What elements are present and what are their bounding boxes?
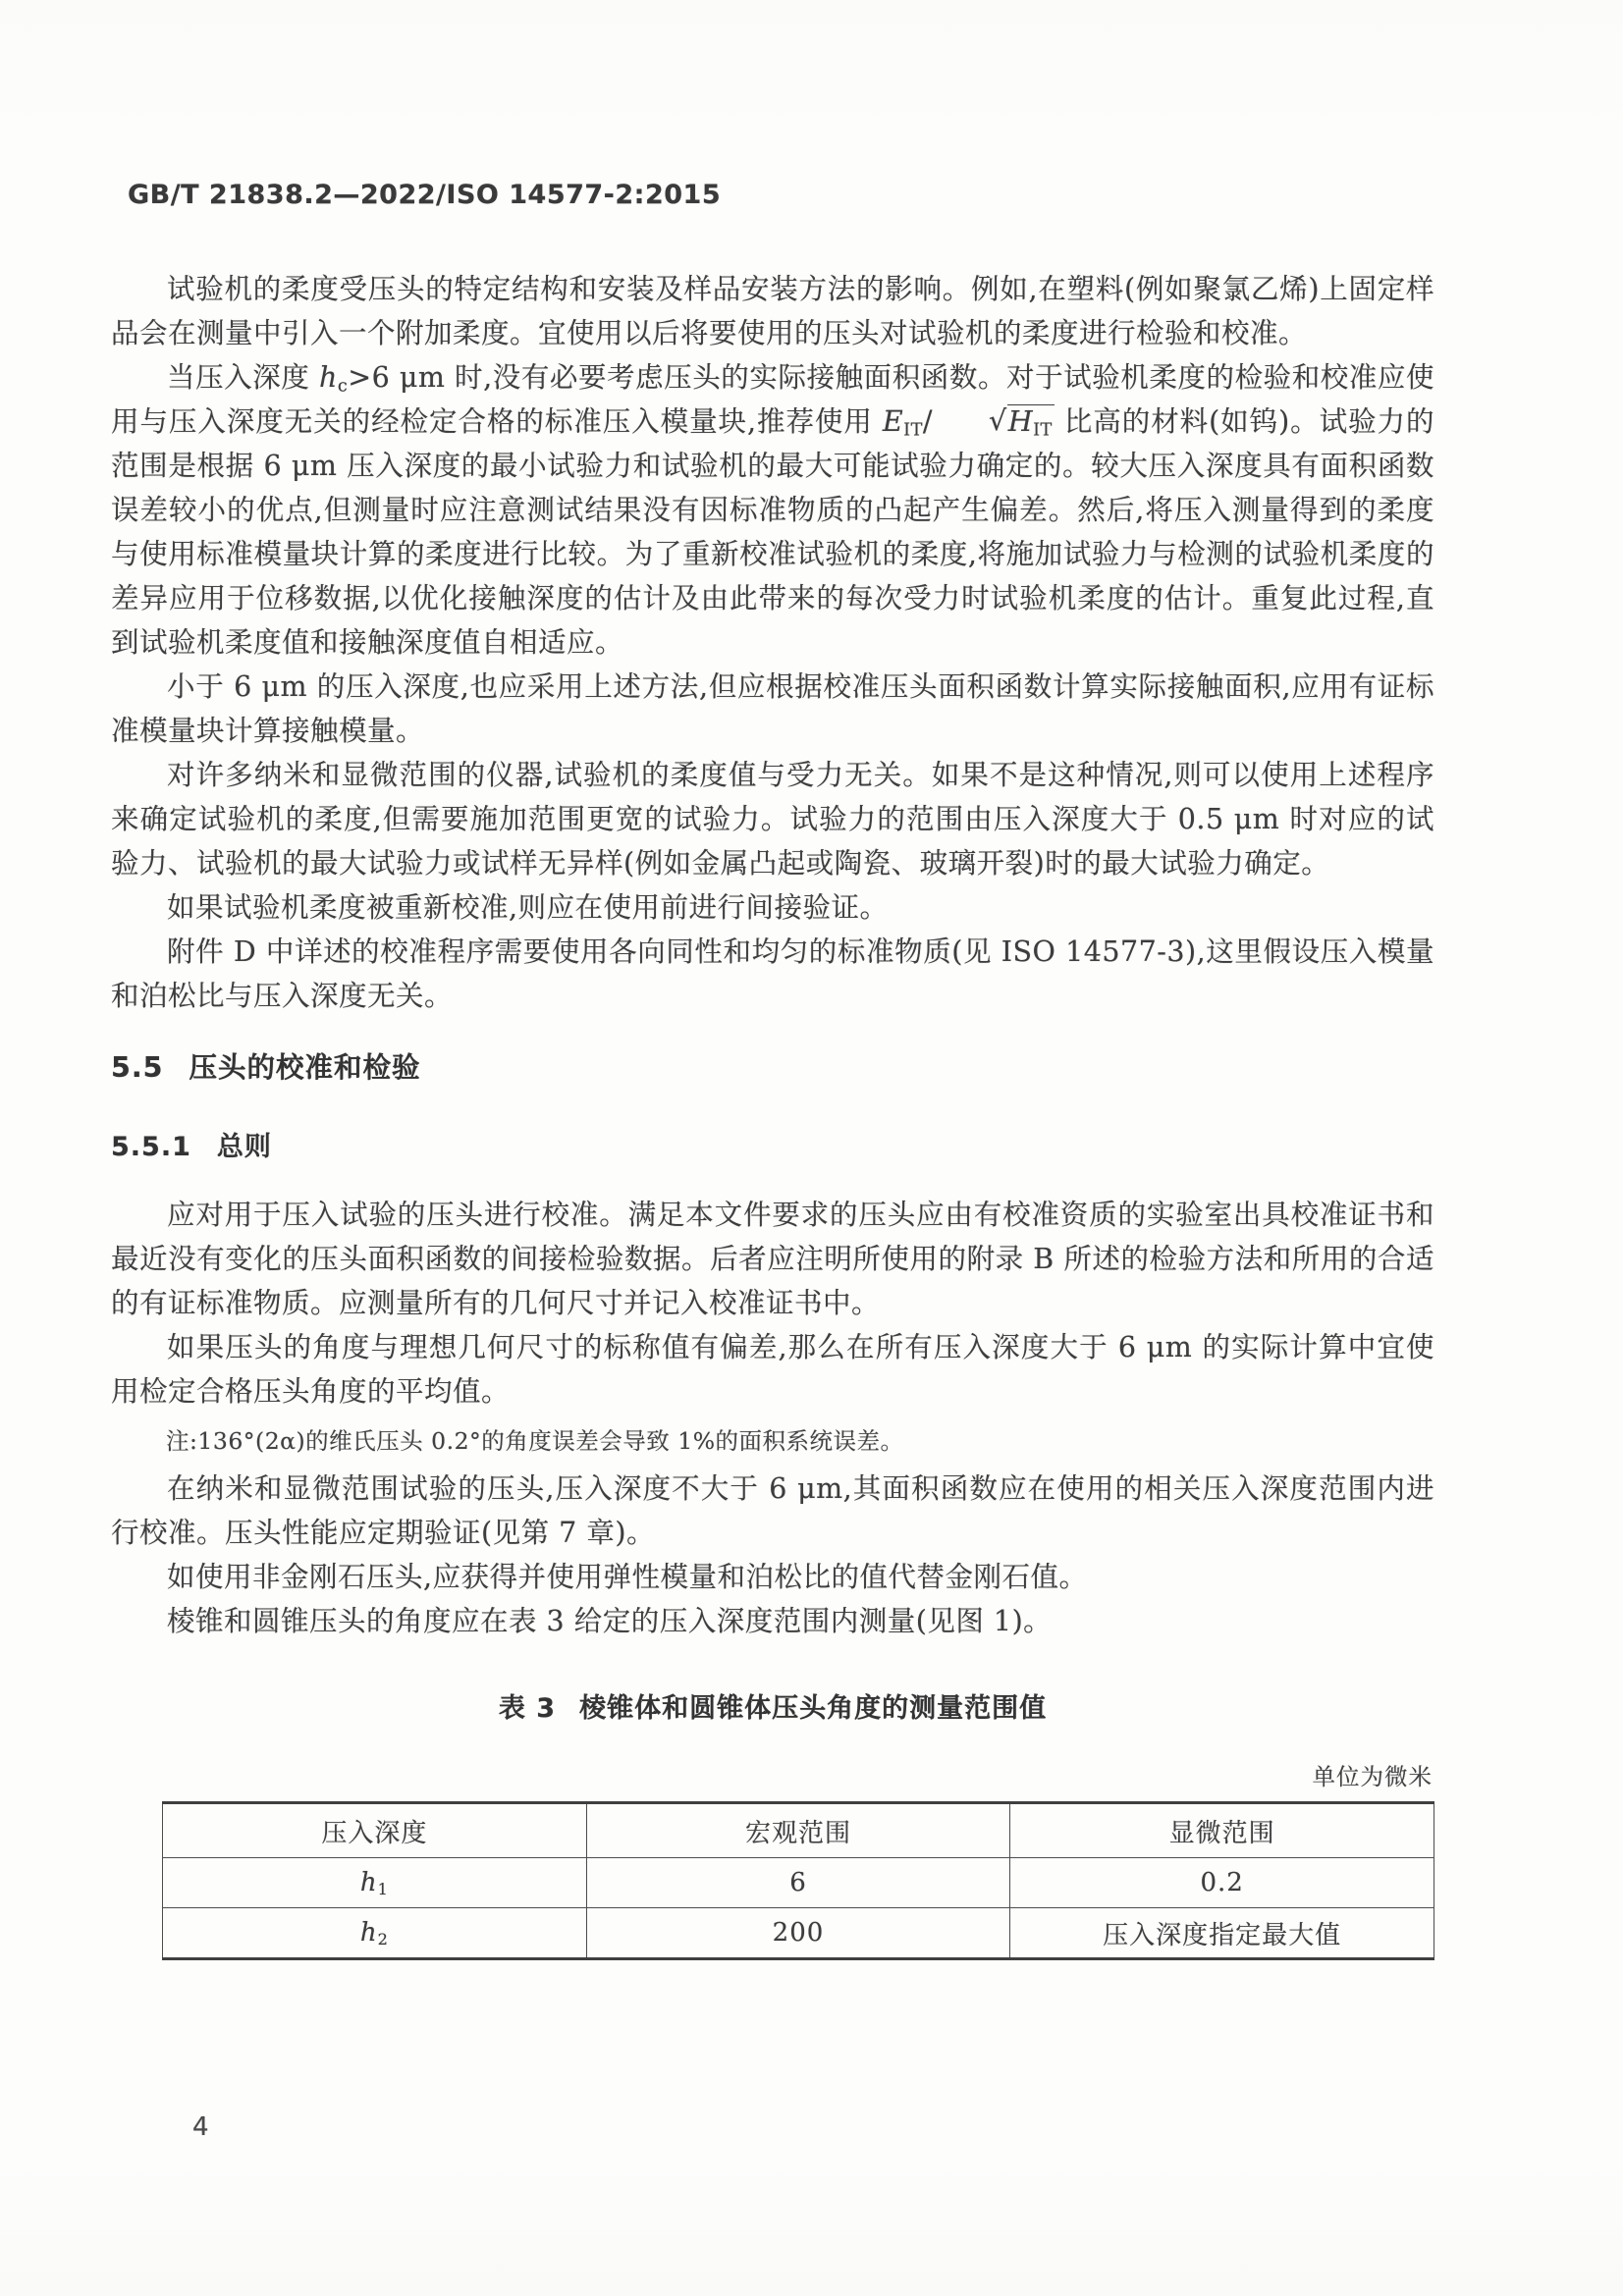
text-segment: / [922, 405, 934, 438]
variable-H: H [1007, 405, 1034, 438]
sqrt-overline [1007, 404, 1055, 441]
cell-h1-micro: 0.2 [1010, 1858, 1434, 1908]
cell-h2-micro: 压入深度指定最大值 [1010, 1908, 1434, 1959]
page-number: 4 [192, 2112, 209, 2142]
table3-header-macro: 宏观范围 [586, 1803, 1010, 1858]
variable-E: E [882, 405, 904, 438]
table3-header-depth: 压入深度 [163, 1803, 587, 1858]
text-segment: 当压入深度 [167, 361, 319, 394]
table-row [163, 1858, 1434, 1908]
section-number: 5.5.1 [111, 1132, 191, 1162]
paragraph-depth-greater-6um [111, 355, 1434, 665]
standard-number-header: GB/T 21838.2—2022/ISO 14577-2:2015 [128, 180, 722, 210]
sqrt-H-IT-formula [933, 404, 1055, 441]
paragraph-indenter-calibration: 应对用于压入试验的压头进行校准。满足本文件要求的压头应由有校准资质的实验室出具校准证书和最近没有变化的压头面积函数的间接检验数据。后者应注明所使用的附录 B 所述的检验方法和所用的合适的有证标准物质。应测量所有的几何尺寸并记入校准证书中。 [111, 1199, 1434, 1319]
table-title: 棱锥体和圆锥体压头角度的测量范围值 [579, 1693, 1048, 1724]
subscript-IT: IT [903, 420, 923, 441]
table-number: 表 3 [498, 1693, 557, 1724]
subscript-IT: IT [1033, 420, 1053, 441]
section-heading-5-5 [111, 1045, 1434, 1086]
cell-h1-macro: 6 [586, 1858, 1010, 1908]
paragraph-nano-micro-instruments: 对许多纳米和显微范围的仪器,试验机的柔度值与受力无关。如果不是这种情况,则可以使用上述程序来确定试验机的柔度,但需要施加范围更宽的试验力。试验力的范围由压入深度大于 0.5 μm 时对应的试验力、试验机的最大试验力或试样无异样(例如金属凸起或陶瓷、玻璃开裂)时的最大试验力确定。 [111, 759, 1434, 880]
subscript-c: c [337, 376, 349, 397]
paragraph-depth-less-6um: 小于 6 μm 的压入深度,也应采用上述方法,但应根据校准压头面积函数计算实际接触面积,应用有证标准模量块计算接触模量。 [111, 670, 1434, 747]
table3-header-row [163, 1803, 1434, 1858]
table3-header-micro: 显微范围 [1010, 1803, 1434, 1858]
paragraph-annex-d: 附件 D 中详述的校准程序需要使用各向同性和均匀的标准物质(见 ISO 14577-3),这里假设压入模量和泊松比与压入深度无关。 [111, 935, 1434, 1012]
section-title: 总则 [216, 1132, 272, 1162]
variable-hc: h [318, 361, 338, 394]
text-segment: >6 μm 时,没有必要考虑压头的实际接触面积函数。对于试验机柔度的检验和校准应使用与压入深度无关的经检定合格的标准压入模量块,推荐使用 [111, 361, 1434, 438]
paragraph-angle-deviation: 如果压头的角度与理想几何尺寸的标称值有偏差,那么在所有压入深度大于 6 μm 的实际计算中宜使用检定合格压头角度的平均值。 [111, 1331, 1434, 1408]
note-vickers-angle-error: 注:136°(2α)的维氏压头 0.2°的角度误差会导致 1%的面积系统误差。 [166, 1427, 904, 1455]
paragraph-area-function-calibration: 在纳米和显微范围试验的压头,压入深度不大于 6 μm,其面积函数应在使用的相关压入深度范围内进行校准。压头性能应定期验证(见第 7 章)。 [111, 1472, 1434, 1549]
cell-h2-macro: 200 [586, 1908, 1010, 1959]
section-title: 压头的校准和检验 [189, 1051, 421, 1084]
paragraph-non-diamond-indenter: 如使用非金刚石压头,应获得并使用弹性模量和泊松比的值代替金刚石值。 [167, 1561, 1088, 1593]
cell-h1 [163, 1858, 587, 1908]
cell-h2 [163, 1908, 587, 1959]
variable-h: h [359, 1918, 378, 1948]
radical-sign: √ [989, 404, 1007, 437]
variable-h: h [359, 1868, 378, 1897]
paragraph-pyramid-cone-angle: 棱锥和圆锥压头的角度应在表 3 给定的压入深度范围内测量(见图 1)。 [167, 1605, 1053, 1637]
text-segment: 比高的材料(如钨)。试验力的范围是根据 6 μm 压入深度的最小试验力和试验机的最大可能试验力确定的。较大压入深度具有面积函数误差较小的优点,但测量时应注意测试结果没有因标准物质的凸起产生偏差。然后,将压入测量得到的柔度与使用标准模量块计算的柔度进行比较。为了重新校准试验机的柔度,将施加试验力与检测的试验机柔度的差异应用于位移数据,以优化接触深度的估计及由此带来的每次受力时试验机柔度的估计。重复此过程,直到试验机柔度值和接触深度值自相适应。 [111, 405, 1434, 659]
page-content [111, 267, 1434, 1960]
table-row [163, 1908, 1434, 1959]
table3 [162, 1801, 1434, 1960]
paragraph-recalibration-verification: 如果试验机柔度被重新校准,则应在使用前进行间接验证。 [167, 891, 889, 924]
table3-caption [111, 1686, 1434, 1725]
unit-label: 单位为微米 [1312, 1763, 1433, 1790]
section-number: 5.5 [111, 1051, 164, 1084]
section-heading-5-5-1 [111, 1125, 1434, 1163]
subscript-1: 1 [377, 1880, 389, 1899]
paragraph-machine-compliance: 试验机的柔度受压头的特定结构和安装及样品安装方法的影响。例如,在塑料(例如聚氯乙烯)上固定样品会在测量中引入一个附加柔度。宜使用以后将要使用的压头对试验机的柔度进行检验和校准。 [111, 273, 1434, 349]
subscript-2: 2 [377, 1930, 389, 1949]
